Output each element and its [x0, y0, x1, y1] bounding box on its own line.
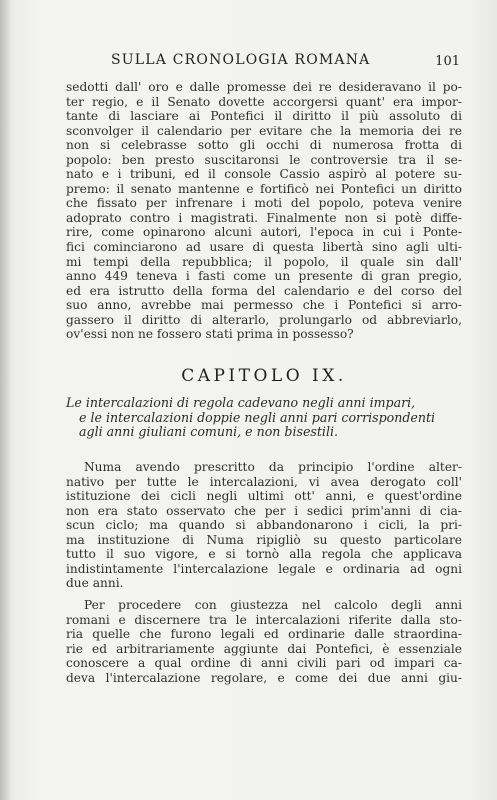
text-line: ed era istrutto della forma del calendario e del corso del [66, 283, 462, 298]
summary-line: agli anni giuliani comuni, e non bisestili. [79, 424, 339, 440]
text-line: sconvolger il calendario per evitare che la memoria dei re [66, 123, 462, 138]
text-line: tante di lasciare ai Pontefici il diritto il più assoluto di [66, 109, 462, 124]
text-line: due anni. [66, 576, 124, 591]
text-line: ov'essi non ne fossero stati prima in possesso? [66, 327, 354, 342]
running-title: SULLA CRONOLOGIA ROMANA [111, 52, 371, 68]
summary-line: Le intercalazioni di regola cadevano negli anni impari, [66, 395, 416, 410]
summary-line: e le intercalazioni doppie negli anni pari corrispondenti [79, 409, 436, 425]
text-line: conoscere a qual ordine di anni civili pari od impari ca- [66, 656, 462, 671]
chapter-summary [66, 396, 462, 440]
text-line: popolo: ben presto suscitaronsi le controversie tra il se- [66, 152, 462, 167]
text-line: Per procedere con giustezza nel calcolo degli anni [84, 598, 462, 612]
text-line: ria quelle che furono legali ed ordinarie dalle straordina- [66, 627, 462, 642]
text-line: sedotti dall' oro e dalle promesse dei re desideravano il po- [66, 80, 462, 94]
paragraph-procedure [66, 598, 462, 685]
text-line: nato e i tribuni, ed il console Cassio aspirò al potere su- [66, 167, 462, 182]
text-line: ter regio, e il Senato dovette accorgersi quant' era impor- [66, 94, 462, 109]
text-line: indistintamente l'intercalazione legale e ordinaria ad ogni [66, 561, 462, 576]
text-line: anno 449 teneva i fasti come un presente di gran pregio, [66, 269, 462, 284]
text-line: mi tempi della repubblica; il popolo, il quale sin dall' [66, 254, 462, 269]
text-line: premo: il senato mantenne e fortificò nei Pontefici un diritto [66, 181, 462, 196]
text-line: scun ciclo; ma quando si abbandonarono i cicli, la pri- [66, 518, 462, 533]
text-line: romani e discernere tra le intercalazioni riferite dalla sto- [66, 612, 462, 627]
text-line: ma instituzione di Numa ripigliò su questo particolare [66, 532, 462, 547]
text-line: deva l'intercalazione regolare, e come dei due anni giu- [66, 670, 462, 685]
text-line: Numa avendo prescritto da principio l'ordine alter- [84, 460, 462, 474]
page-gutter-shadow [0, 0, 10, 800]
text-line: nativo per tutte le intercalazioni, vi avea derogato coll' [66, 474, 462, 489]
paragraph-numa [66, 460, 462, 591]
page-number: 101 [435, 54, 460, 69]
text-line: rie ed arbitrariamente aggiunte dai Pontefici, è essenziale [66, 641, 462, 656]
text-line: rire, come opinarono alcuni autori, l'epoca in cui i Ponte- [66, 225, 462, 240]
text-line: non era stato osservato che per i sedici prim'anni di cia- [66, 503, 462, 518]
paragraph-continuation [66, 80, 462, 342]
page-header [65, 52, 460, 74]
chapter-heading: CAPITOLO IX. [181, 366, 347, 386]
text-line: che fissato per infrenare i moti del popolo, poteva venire [66, 196, 462, 211]
text-line: gassero il diritto di alterarlo, prolungarlo od abbreviarlo, [66, 312, 462, 327]
text-line: istituzione dei cicli negli ultimi ott' anni, e quest'ordine [66, 489, 462, 504]
text-line: adoprato contro i magistrati. Finalmente non si potè diffe- [66, 210, 462, 225]
text-line: tutto il suo vigore, e si tornò alla regola che applicava [66, 547, 462, 562]
text-line: suo anno, avrebbe mai permesso che i Pontefici si arro- [66, 298, 462, 313]
text-line: fici cominciarono ad usare di questa libertà sino agli ulti- [66, 240, 462, 255]
text-line: non si celebrasse sotto gli occhi di numerosa frotta di [66, 138, 462, 153]
